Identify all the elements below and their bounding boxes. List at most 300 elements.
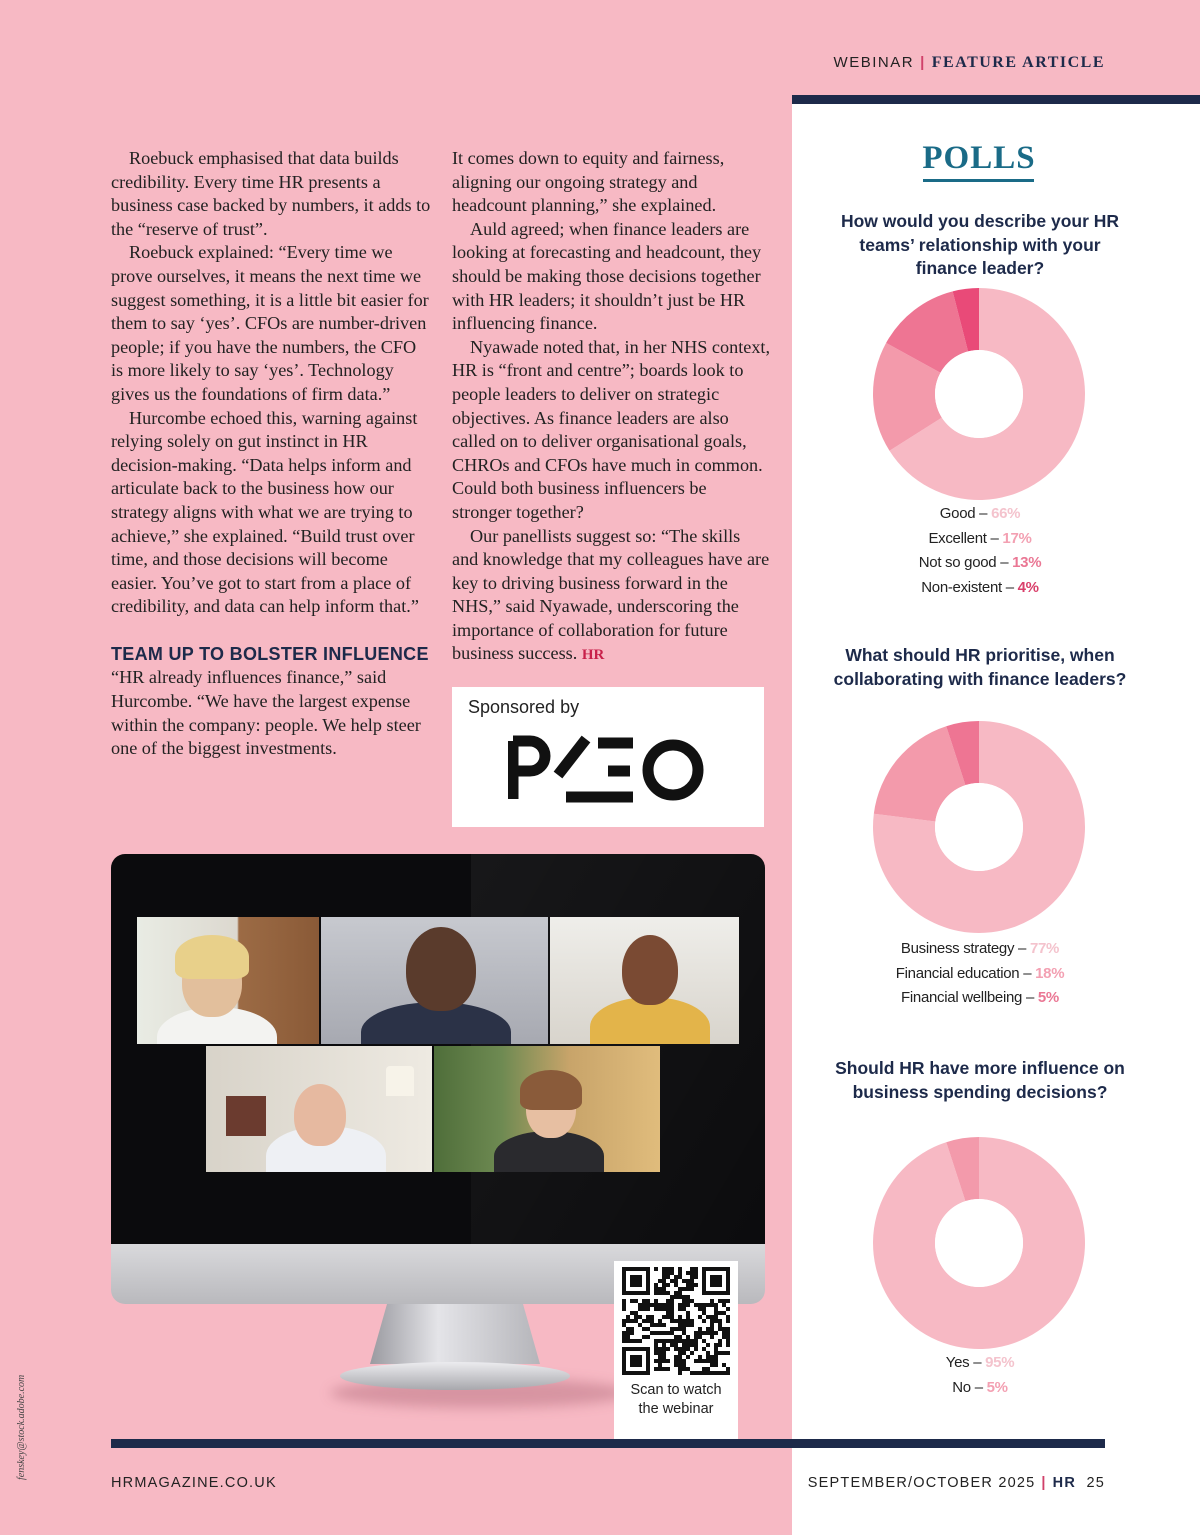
qr-module	[666, 1339, 670, 1343]
legend-item: Non-existent – 4%	[921, 578, 1039, 596]
qr-module	[670, 1279, 674, 1283]
qr-module	[722, 1371, 726, 1375]
qr-module	[678, 1359, 682, 1363]
qr-module	[686, 1279, 690, 1283]
footer-separator: |	[1041, 1475, 1047, 1491]
qr-module	[682, 1323, 686, 1327]
qr-module	[694, 1303, 698, 1307]
qr-module	[722, 1331, 726, 1335]
qr-module	[718, 1339, 722, 1343]
qr-module	[678, 1303, 682, 1307]
qr-module	[654, 1331, 658, 1335]
poll-legend	[832, 502, 1128, 600]
qr-module	[662, 1355, 666, 1359]
qr-module	[682, 1331, 686, 1335]
qr-module	[654, 1287, 658, 1291]
qr-module	[658, 1303, 662, 1307]
qr-module	[626, 1315, 630, 1319]
qr-module	[678, 1335, 682, 1339]
qr-module	[722, 1327, 726, 1331]
qr-module	[718, 1327, 722, 1331]
qr-module	[722, 1335, 726, 1339]
qr-module	[702, 1331, 706, 1335]
qr-module	[726, 1335, 730, 1339]
article-column-1	[111, 147, 431, 761]
qr-module	[630, 1339, 634, 1343]
qr-module	[682, 1351, 686, 1355]
qr-module	[714, 1303, 718, 1307]
qr-module	[682, 1295, 686, 1299]
legend-item: Good – 66%	[939, 505, 1021, 522]
legend-item: Financial wellbeing – 5%	[901, 989, 1059, 1006]
paragraph	[452, 525, 770, 669]
qr-module	[710, 1355, 714, 1359]
qr-module	[662, 1315, 666, 1319]
qr-module	[714, 1351, 718, 1355]
video-call-screen	[111, 854, 765, 1244]
qr-module	[702, 1307, 706, 1311]
legend-label: Financial education	[895, 964, 1020, 982]
qr-module	[678, 1323, 682, 1327]
qr-module	[630, 1299, 634, 1303]
qr-module	[710, 1331, 714, 1335]
legend-item: Not so good – 13%	[918, 554, 1042, 571]
qr-module	[682, 1287, 686, 1291]
qr-module	[726, 1371, 730, 1375]
qr-module	[662, 1351, 666, 1355]
legend-percent: 5%	[986, 1378, 1008, 1396]
qr-module	[674, 1355, 678, 1359]
qr-module	[678, 1351, 682, 1355]
qr-module	[642, 1307, 646, 1311]
qr-module	[702, 1367, 706, 1371]
qr-module	[698, 1355, 702, 1359]
qr-module	[674, 1359, 678, 1363]
qr-module	[638, 1303, 642, 1307]
qr-module	[714, 1359, 718, 1363]
qr-module	[686, 1343, 690, 1347]
qr-module	[654, 1347, 658, 1351]
qr-module	[710, 1363, 714, 1367]
qr-module	[714, 1371, 718, 1375]
participant-video	[434, 1046, 660, 1172]
qr-module	[654, 1339, 658, 1343]
paragraph: “HR already influences finance,” said Hurcombe. “We have the largest expense within the company: people. We help steer one of the biggest investments.	[111, 667, 421, 759]
qr-module	[642, 1319, 646, 1323]
participant-video	[321, 917, 548, 1044]
qr-module	[718, 1351, 722, 1355]
qr-module	[698, 1371, 702, 1375]
qr-module	[626, 1331, 630, 1335]
qr-module	[658, 1287, 662, 1291]
qr-module	[718, 1323, 722, 1327]
qr-module	[682, 1303, 686, 1307]
legend-label: Not so good	[918, 554, 997, 571]
qr-module	[650, 1315, 654, 1319]
qr-module	[666, 1291, 670, 1295]
qr-module	[714, 1363, 718, 1367]
qr-module	[678, 1339, 682, 1343]
qr-module	[722, 1351, 726, 1355]
qr-module	[710, 1319, 714, 1323]
article-column-2	[452, 147, 770, 668]
poll-donut-chart	[870, 718, 1088, 936]
qr-module	[726, 1315, 730, 1319]
qr-module	[726, 1339, 730, 1343]
qr-module	[670, 1339, 674, 1343]
qr-module	[694, 1267, 698, 1271]
qr-module	[646, 1315, 650, 1319]
qr-module	[686, 1303, 690, 1307]
qr-module	[666, 1299, 670, 1303]
qr-module	[682, 1347, 686, 1351]
polls-title: POLLS	[922, 140, 1036, 176]
footer-brand: HR	[1052, 1475, 1076, 1491]
qr-module	[658, 1323, 662, 1327]
qr-module	[690, 1283, 694, 1287]
qr-module	[678, 1371, 682, 1375]
qr-module	[666, 1307, 670, 1311]
qr-module	[662, 1339, 666, 1343]
qr-module	[690, 1287, 694, 1291]
end-mark: HR	[581, 647, 605, 664]
qr-module	[674, 1275, 678, 1279]
qr-module	[694, 1359, 698, 1363]
qr-module	[670, 1267, 674, 1271]
qr-module	[650, 1319, 654, 1323]
qr-module	[666, 1315, 670, 1319]
paragraph: Auld agreed; when finance leaders are looking at forecasting and headcount, they should be making those decisions together with HR leaders; it shouldn’t just be HR influencing finance.	[452, 218, 762, 334]
qr-module	[662, 1303, 666, 1307]
qr-module	[666, 1347, 670, 1351]
header-separator: |	[920, 54, 926, 71]
paragraph: Hurcombe echoed this, warning against relying solely on gut instinct in HR decision-making. “Data helps inform and articulate back to the business how our strategy aligns with what we are trying to achieve,” she explained. “Build trust over time, and those decisions will become easier. You’ve got to start from a place of credibility, and data can help inform that.”	[111, 407, 419, 617]
qr-module	[662, 1287, 666, 1291]
qr-module	[634, 1339, 638, 1343]
qr-module	[670, 1307, 674, 1311]
qr-module	[726, 1351, 730, 1355]
qr-finder	[710, 1275, 722, 1287]
qr-module	[654, 1359, 658, 1363]
qr-module	[702, 1371, 706, 1375]
qr-module	[726, 1331, 730, 1335]
qr-module	[706, 1355, 710, 1359]
footer-date: SEPTEMBER/OCTOBER 2025	[807, 1475, 1036, 1491]
qr-module	[682, 1363, 686, 1367]
section-subheading: TEAM UP TO BOLSTER INFLUENCE	[111, 643, 429, 664]
qr-module	[678, 1315, 682, 1319]
qr-module	[686, 1319, 690, 1323]
qr-module	[694, 1347, 698, 1351]
qr-module	[662, 1359, 666, 1363]
sponsor-label: Sponsored by	[468, 697, 580, 717]
donut-hole	[935, 350, 1023, 438]
qr-module	[690, 1299, 694, 1303]
qr-module	[642, 1335, 646, 1339]
participant-video	[206, 1046, 432, 1172]
qr-module	[710, 1335, 714, 1339]
qr-module	[670, 1331, 674, 1335]
qr-module	[630, 1327, 634, 1331]
qr-finder	[630, 1355, 642, 1367]
qr-module	[682, 1279, 686, 1283]
qr-module	[678, 1327, 682, 1331]
qr-module	[710, 1371, 714, 1375]
legend-percent: 66%	[991, 505, 1021, 522]
qr-module	[642, 1303, 646, 1307]
qr-module	[694, 1343, 698, 1347]
qr-module	[638, 1315, 642, 1319]
qr-module	[670, 1315, 674, 1319]
qr-module	[690, 1323, 694, 1327]
qr-module	[710, 1315, 714, 1319]
qr-module	[654, 1283, 658, 1287]
qr-module	[694, 1371, 698, 1375]
qr-module	[622, 1319, 626, 1323]
qr-module	[674, 1335, 678, 1339]
qr-module	[666, 1311, 670, 1315]
qr-module	[686, 1347, 690, 1351]
qr-caption-line: the webinar	[638, 1401, 714, 1417]
qr-module	[726, 1343, 730, 1347]
qr-module	[666, 1331, 670, 1335]
qr-module	[670, 1295, 674, 1299]
qr-module	[690, 1275, 694, 1279]
qr-module	[690, 1339, 694, 1343]
qr-module	[686, 1355, 690, 1359]
qr-module	[658, 1359, 662, 1363]
qr-module	[658, 1367, 662, 1371]
qr-module	[706, 1343, 710, 1347]
paragraph: Roebuck explained: “Every time we prove ourselves, it means the next time we suggest something, it is a little bit easier for them to say ‘yes’. CFOs are number-driven people; if you have the numbers, the CFO is more likely to say ‘yes’. Technology gives us the foundations of firm data.”	[111, 242, 429, 404]
qr-module	[702, 1347, 706, 1351]
qr-module	[674, 1339, 678, 1343]
qr-module	[710, 1359, 714, 1363]
paragraph: It comes down to equity and fairness, aligning our ongoing strategy and headcount planning,” she explained.	[452, 148, 725, 216]
qr-module	[698, 1307, 702, 1311]
qr-module	[690, 1271, 694, 1275]
qr-module	[678, 1367, 682, 1371]
qr-module	[714, 1311, 718, 1315]
qr-module	[674, 1347, 678, 1351]
legend-label: Excellent	[928, 529, 987, 547]
qr-module	[726, 1327, 730, 1331]
qr-module	[654, 1303, 658, 1307]
qr-module	[662, 1307, 666, 1311]
qr-module	[706, 1303, 710, 1307]
qr-module	[674, 1279, 678, 1283]
pleo-logo-icon	[508, 735, 708, 805]
qr-module	[722, 1299, 726, 1303]
paragraph: Nyawade noted that, in her NHS context, HR is “front and centre”; boards look to people leaders to deliver on strategic objectives. As finance leaders are also called on to deliver organisational goals, CHROs and CFOs have much in common. Could both business influencers be stronger together?	[452, 336, 771, 522]
qr-module	[682, 1343, 686, 1347]
qr-module	[622, 1323, 626, 1327]
qr-module	[726, 1299, 730, 1303]
qr-module	[702, 1303, 706, 1307]
qr-module	[654, 1307, 658, 1311]
qr-module	[714, 1307, 718, 1311]
qr-module	[694, 1283, 698, 1287]
qr-module	[670, 1343, 674, 1347]
qr-module	[678, 1347, 682, 1351]
qr-module	[634, 1315, 638, 1319]
qr-module	[678, 1291, 682, 1295]
qr-module	[662, 1275, 666, 1279]
qr-code-panel[interactable]	[614, 1261, 738, 1439]
qr-module	[718, 1371, 722, 1375]
qr-module	[682, 1307, 686, 1311]
qr-module	[682, 1367, 686, 1371]
qr-module	[658, 1339, 662, 1343]
qr-module	[630, 1331, 634, 1335]
qr-module	[698, 1331, 702, 1335]
qr-module	[666, 1267, 670, 1271]
qr-module	[638, 1339, 642, 1343]
qr-module	[698, 1315, 702, 1319]
qr-module	[622, 1303, 626, 1307]
qr-module	[622, 1299, 626, 1303]
qr-module	[658, 1307, 662, 1311]
qr-module	[686, 1335, 690, 1339]
qr-module	[674, 1319, 678, 1323]
qr-module	[662, 1271, 666, 1275]
qr-module	[634, 1311, 638, 1315]
qr-module	[718, 1319, 722, 1323]
legend-percent: 13%	[1012, 554, 1042, 571]
qr-module	[626, 1339, 630, 1343]
qr-module	[654, 1291, 658, 1295]
qr-module	[670, 1327, 674, 1331]
qr-module	[686, 1311, 690, 1315]
qr-module	[654, 1267, 658, 1271]
qr-module	[646, 1299, 650, 1303]
qr-module	[706, 1371, 710, 1375]
qr-module	[702, 1339, 706, 1343]
qr-module	[678, 1267, 682, 1271]
qr-module	[654, 1367, 658, 1371]
qr-module	[726, 1307, 730, 1311]
legend-label: Financial wellbeing	[901, 989, 1023, 1006]
qr-module	[678, 1363, 682, 1367]
qr-module	[714, 1315, 718, 1319]
qr-module	[726, 1367, 730, 1371]
qr-module	[686, 1315, 690, 1319]
monitor-base	[340, 1362, 570, 1390]
footer-rule	[111, 1439, 1105, 1448]
qr-module	[678, 1355, 682, 1359]
qr-module	[690, 1319, 694, 1323]
qr-module	[698, 1335, 702, 1339]
qr-module	[686, 1283, 690, 1287]
poll-legend	[832, 937, 1128, 1011]
qr-module	[662, 1267, 666, 1271]
qr-module	[706, 1367, 710, 1371]
legend-label: No	[952, 1378, 971, 1396]
qr-module	[670, 1311, 674, 1315]
qr-module	[682, 1339, 686, 1343]
qr-finder	[630, 1275, 642, 1287]
qr-module	[658, 1291, 662, 1295]
section-label: WEBINAR	[833, 54, 915, 71]
qr-module	[710, 1299, 714, 1303]
qr-module	[658, 1347, 662, 1351]
poll-question: How would you describe your HR teams’ relationship with your finance leader?	[840, 211, 1120, 278]
qr-caption-line: Scan to watch	[630, 1382, 722, 1398]
qr-module	[650, 1303, 654, 1307]
qr-module	[654, 1299, 658, 1303]
qr-module	[626, 1327, 630, 1331]
qr-module	[650, 1331, 654, 1335]
legend-item: Excellent – 17%	[928, 529, 1032, 547]
qr-module	[702, 1359, 706, 1363]
qr-module	[682, 1319, 686, 1323]
qr-module	[706, 1351, 710, 1355]
qr-module	[634, 1319, 638, 1323]
qr-module	[646, 1303, 650, 1307]
qr-module	[666, 1275, 670, 1279]
qr-code-icon[interactable]	[622, 1267, 730, 1375]
qr-module	[658, 1355, 662, 1359]
qr-module	[642, 1299, 646, 1303]
qr-module	[622, 1307, 626, 1311]
section-header	[834, 54, 1105, 72]
legend-label: Non-existent	[921, 578, 1002, 596]
qr-module	[662, 1323, 666, 1327]
participant-video	[137, 917, 319, 1044]
qr-module	[694, 1339, 698, 1343]
qr-module	[646, 1327, 650, 1331]
qr-module	[686, 1295, 690, 1299]
legend-percent: 5%	[1037, 989, 1059, 1006]
qr-module	[698, 1327, 702, 1331]
legend-item: Business strategy – 77%	[900, 940, 1060, 957]
qr-module	[690, 1343, 694, 1347]
polls-title-underline	[923, 179, 1034, 182]
qr-module	[630, 1311, 634, 1315]
qr-module	[714, 1347, 718, 1351]
qr-module	[726, 1319, 730, 1323]
legend-percent: 17%	[1002, 529, 1032, 547]
qr-module	[714, 1331, 718, 1335]
qr-module	[646, 1335, 650, 1339]
qr-module	[714, 1355, 718, 1359]
qr-module	[702, 1311, 706, 1315]
qr-module	[722, 1363, 726, 1367]
qr-module	[622, 1331, 626, 1335]
qr-module	[654, 1343, 658, 1347]
qr-module	[662, 1279, 666, 1283]
qr-module	[658, 1279, 662, 1283]
qr-module	[654, 1323, 658, 1327]
qr-module	[682, 1359, 686, 1363]
photo-credit: fenskey@stock.adobe.com	[16, 1374, 27, 1480]
qr-module	[674, 1295, 678, 1299]
qr-module	[662, 1347, 666, 1351]
qr-module	[698, 1303, 702, 1307]
qr-module	[674, 1291, 678, 1295]
qr-module	[674, 1283, 678, 1287]
qr-module	[722, 1311, 726, 1315]
donut-hole	[935, 783, 1023, 871]
poll-question: What should HR prioritise, when collaborating with finance leaders?	[833, 645, 1127, 689]
qr-module	[694, 1275, 698, 1279]
qr-module	[682, 1299, 686, 1303]
legend-percent: 95%	[985, 1354, 1015, 1371]
closing-paragraph-text: Our panellists suggest so: “The skills and knowledge that my colleagues have are key to driving business forward in the NHS,” said Nyawade, underscoring the importance of collaboration for future business success.	[452, 525, 770, 664]
qr-module	[678, 1319, 682, 1323]
legend-label: Good	[939, 505, 976, 522]
qr-module	[718, 1343, 722, 1347]
